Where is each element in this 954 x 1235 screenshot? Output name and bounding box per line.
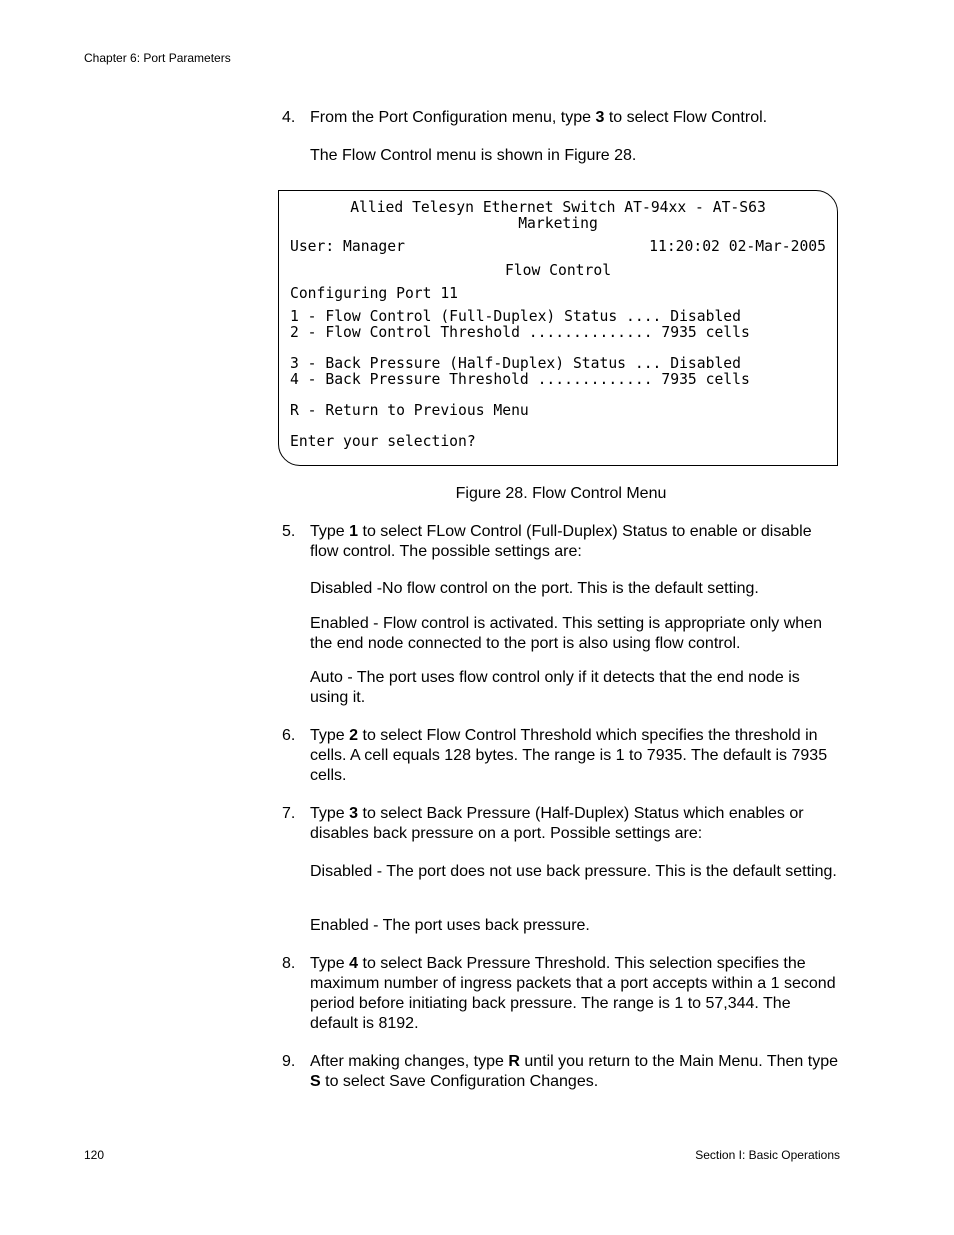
step-text: to select Save Configuration Changes. [320, 1073, 599, 1090]
screen-user: User: Manager [290, 238, 405, 255]
key-label: 4 [349, 955, 359, 972]
bp-setting-enabled: Enabled - The port uses back pressure. [310, 917, 590, 934]
figure-caption: Figure 28. Flow Control Menu [455, 485, 667, 502]
step-4 [282, 108, 842, 128]
bp-setting-disabled: Disabled - The port does not use back pressure. This is the default setting. [310, 863, 837, 880]
key-label: 3 [349, 805, 359, 822]
step-9 [282, 1052, 842, 1092]
screen-subtitle: Marketing [518, 215, 598, 232]
key-label: 2 [349, 727, 359, 744]
step-text: to select FLow Control (Full-Duplex) Status to enable or disable flow control. The possible settings are: [310, 523, 812, 560]
page-number: 120 [84, 1148, 105, 1162]
step-text: to select Flow Control. [604, 109, 768, 126]
step-text: to select Flow Control Threshold which specifies the threshold in cells. A cell equals 128 bytes. The range is 1 to 7935. The default is 7935 cells. [310, 727, 828, 784]
menu-option-return: R - Return to Previous Menu [290, 402, 529, 419]
setting-disabled: Disabled -No flow control on the port. This is the default setting. [310, 580, 759, 597]
step-number: 7. [282, 805, 296, 822]
step-number: 9. [282, 1053, 296, 1070]
key-label: R [508, 1053, 520, 1070]
screen-menu-title: Flow Control [504, 262, 612, 279]
step-text: to select Back Pressure (Half-Duplex) Status which enables or disables back pressure on a port. Possible settings are: [310, 805, 804, 842]
screen-title: Allied Telesyn Ethernet Switch AT-94xx - AT-S63 [350, 199, 766, 216]
step-text: Type [310, 805, 350, 822]
key-label: S [310, 1073, 321, 1090]
setting-enabled: Enabled - Flow control is activated. This setting is appropriate only when the end node connected to the port is also using flow control. [310, 615, 822, 652]
running-footer: Section I: Basic Operations [695, 1148, 840, 1162]
step-text: Type [310, 955, 350, 972]
step-6 [282, 726, 842, 786]
step-number: 6. [282, 727, 296, 744]
step-text: After making changes, type [310, 1053, 509, 1070]
key-label: 3 [595, 109, 605, 126]
step-number: 4. [282, 109, 296, 126]
step-text: From the Port Configuration menu, type [310, 109, 596, 126]
screen-datetime: 11:20:02 02-Mar-2005 [649, 238, 826, 255]
screen-configuring: Configuring Port 11 [290, 285, 459, 302]
menu-option-3: 3 - Back Pressure (Half-Duplex) Status ... Disabled [290, 355, 741, 372]
menu-option-2: 2 - Flow Control Threshold .............. 7935 cells [290, 324, 750, 341]
running-header: Chapter 6: Port Parameters [84, 51, 231, 65]
setting-auto: Auto - The port uses flow control only if it detects that the end node is using it. [310, 669, 800, 706]
step-5 [282, 522, 842, 562]
step-text: to select Back Pressure Threshold. This selection specifies the maximum number of ingress packets that a port accepts within a 1 second period before initiating back pressure. The range is 1 to 57,344. The default is 8192. [310, 955, 836, 1032]
menu-option-4: 4 - Back Pressure Threshold ............. 7935 cells [290, 371, 750, 388]
step-number: 8. [282, 955, 296, 972]
key-label: 1 [349, 523, 359, 540]
step-4-followup: The Flow Control menu is shown in Figure 28. [310, 147, 637, 164]
step-text: until you return to the Main Menu. Then type [519, 1053, 838, 1070]
screen-prompt: Enter your selection? [290, 433, 476, 450]
step-text: Type [310, 523, 350, 540]
step-number: 5. [282, 523, 296, 540]
flow-control-menu-screen [278, 190, 838, 466]
step-8 [282, 954, 842, 1034]
step-7 [282, 804, 842, 844]
step-text: Type [310, 727, 350, 744]
menu-option-1: 1 - Flow Control (Full-Duplex) Status .... Disabled [290, 308, 741, 325]
